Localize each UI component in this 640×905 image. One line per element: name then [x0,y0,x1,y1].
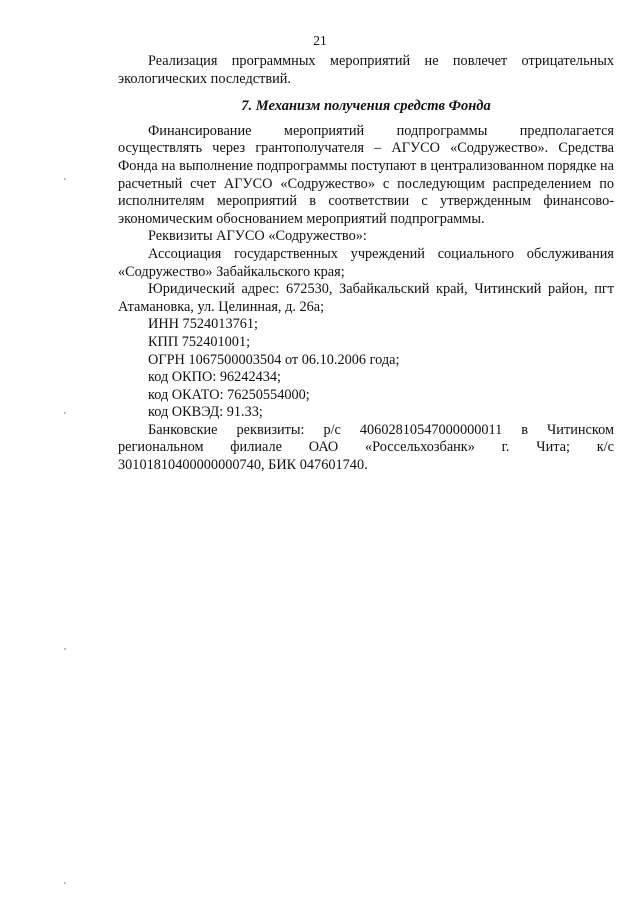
scan-mark [64,882,66,884]
scan-mark [64,412,66,414]
kpp-line: КПП 752401001; [148,333,251,350]
okpo-line: код ОКПО: 96242434; [148,369,282,386]
section-heading: 7. Механизм получения средств Фонда [241,98,491,115]
bank-details: Банковские реквизиты: р/с 40602810547000000011 в Читинском региональном филиале ОАО «Россельхозбанк» г. Чита; к/с 30101810400000000740, БИК 047601740. [118,421,614,474]
funding-paragraph: Финансирование мероприятий подпрограммы предполагается осуществлять через грантополучателя – АГУСО «Содружество». Средства Фонда на выполнение подпрограммы поступают в централизованном порядке на расчетный счет АГУСО «Содружество» с последующим распределением по исполнителям мероприятий в соответствии с утвержденным финансово-экономическим обоснованием мероприятий подпрограммы. [118,122,614,227]
legal-address: Юридический адрес: 672530, Забайкальский край, Читинский район, пгт Атамановка, ул. Целинная, д. 26а; [118,281,614,315]
scan-mark [64,178,66,180]
page-number: 21 [313,33,327,48]
page-content [118,53,614,475]
requisites-title: Реквизиты АГУСО «Содружество»: [148,228,367,245]
organization-name: Ассоциация государственных учреждений социального обслуживания «Содружество» Забайкальского края; [118,245,614,280]
ogrn-line: ОГРН 1067500003504 от 06.10.2006 года; [148,351,400,368]
inn-line: ИНН 7524013761; [148,316,259,333]
okved-line: код ОКВЭД: 91.33; [148,404,263,421]
okato-line: код ОКАТО: 76250554000; [148,386,310,403]
intro-paragraph: Реализация программных мероприятий не повлечет отрицательных экологических последствий. [118,53,614,87]
scan-mark [64,648,66,650]
